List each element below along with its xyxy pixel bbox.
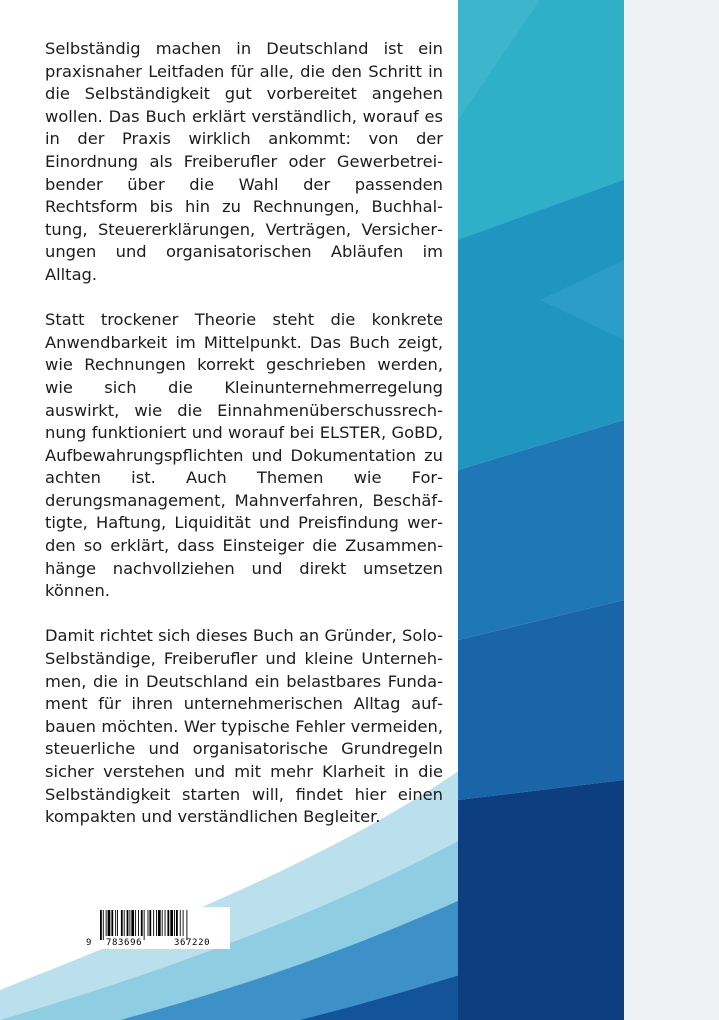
barcode-lead-digit: 9 [86, 938, 93, 948]
barcode-bar [124, 910, 125, 936]
barcode-bar [156, 910, 157, 936]
barcode-bar [131, 910, 134, 936]
barcode-right-group: 367220 [174, 938, 211, 948]
barcode-bar [170, 910, 173, 936]
barcode-bar [162, 910, 163, 936]
barcode-bar [141, 910, 143, 936]
column-facet-4 [458, 780, 624, 1020]
barcode-bar [144, 910, 145, 940]
barcode-bar [108, 910, 111, 936]
barcode-bar [121, 910, 123, 936]
barcode-bar [127, 910, 129, 936]
barcode-bar [165, 910, 166, 936]
barcode-bar [111, 910, 113, 936]
blurb-paragraph-2: Statt trockener Theorie steht die konkrete Anwendbarkeit im Mittelpunkt. Das Buch zeigt, wie Rechnungen korrekt geschrieben werden, wie sich die Kleinunternehmerregelung auswirkt, wie die Einnahmenüberschussrechnung funktioniert und worauf bei ELSTER, GoBD, Aufbewahrungspflichten und Dokumentation zu achten ist. Auch Themen wie Forderungsmanagement, Mahnverfahren, Beschäftigte, Haftung, Liquidität und Preisfindung werden so erklärt, dass Einsteiger die Zusammenhänge nachvollziehen und direkt umsetzen können. [45, 310, 443, 601]
barcode-bar [153, 910, 154, 936]
barcode-bar [149, 910, 151, 936]
barcode-bar [138, 910, 139, 936]
back-cover-blurb [45, 38, 443, 851]
barcode-bar [103, 910, 104, 940]
barcode-bar [100, 910, 102, 940]
blurb-paragraph-3: Damit richtet sich dieses Buch an Gründer, Solo-Selbständige, Freiberufler und kleine Unternehmen, die in Deutschland ein belastbares Fundament für ihren unternehmerischen Alltag aufbauen möchten. Wer typische Fehler vermeiden, steuerliche und organisatorische Grundregeln sicher verstehen und mit mehr Klarheit in die Selbständigkeit starten will, findet hier einen kompakten und verständlichen Begleiter. [45, 626, 443, 827]
barcode-bar [180, 910, 181, 936]
barcode-bar [117, 910, 118, 936]
barcode-bar [167, 910, 169, 936]
barcode-bar [174, 910, 175, 936]
blurb-paragraph-1: Selbständig machen in Deutschland ist ein praxisnaher Leitfaden für alle, die den Schritt in die Selbständigkeit gut vorbereitet angehen wollen. Das Buch erklärt verständlich, worauf es in der Praxis wirklich ankommt: von der Einordnung als Freiberufler oder Gewerbetreibender über die Wahl der passenden Rechtsform bis hin zu Rechnungen, Buchhaltung, Steuererklärungen, Verträgen, Versicherungen und organisatorischen Abläufen im Alltag. [45, 39, 443, 284]
right-grey-strip [624, 0, 719, 1020]
barcode-bar [115, 910, 116, 936]
isbn-barcode [84, 907, 230, 949]
barcode-bar [186, 910, 187, 940]
barcode-bar [135, 910, 136, 936]
barcode-bar [158, 910, 161, 936]
barcode-bar [176, 910, 178, 936]
barcode-bar [129, 910, 130, 936]
barcode-bar [106, 910, 107, 936]
barcode-bar [148, 910, 149, 936]
barcode-left-group: 783696 [106, 938, 143, 948]
barcode-bars [84, 907, 230, 941]
barcode-bar [183, 910, 184, 936]
